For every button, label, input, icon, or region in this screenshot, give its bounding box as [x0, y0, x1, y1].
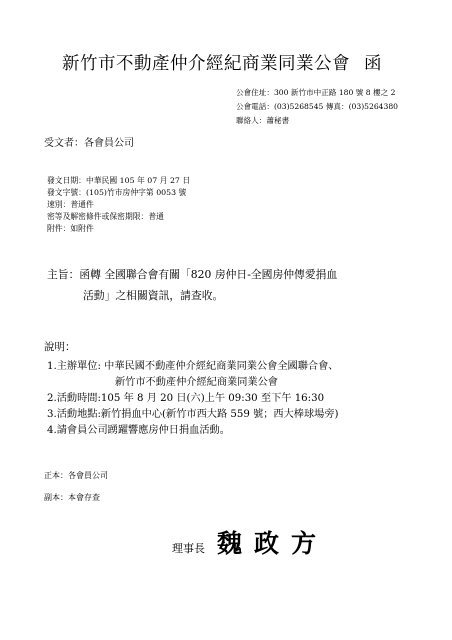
- org-phone-fax: 公會電話：(03)5268545 傳真：(03)5264380: [236, 102, 398, 111]
- issue-number: 發文字號：(105)竹市房仲字第 0053 號: [47, 188, 187, 197]
- notes-heading: 說明：: [44, 341, 76, 353]
- note-item: 4.請會員公司踴躍響應房仲日捐血活動。: [47, 425, 230, 436]
- issue-date: 發文日期：中華民國 105 年 07 月 27 日: [47, 176, 191, 185]
- original-recipients: 正本：各會員公司: [44, 471, 108, 480]
- subject: [47, 264, 337, 306]
- contact-person: 聯絡人：蕭秘書: [236, 116, 290, 125]
- signatory-title: 理事長: [172, 542, 205, 555]
- attachment: 附件：如附件: [47, 224, 94, 233]
- org-address: 公會住址：300 新竹市中正路 180 號 8 樓之 2: [236, 88, 396, 97]
- signature-block: [172, 524, 328, 560]
- speed-class: 速別：普通件: [47, 200, 94, 209]
- note-item: 1.主辦單位: 中華民國不動產仲介經紀商業同業公會全國聯合會、: [47, 361, 339, 372]
- recipient: 受文者：各會員公司: [44, 138, 134, 149]
- subject-line-2: 活動」之相關資訊，請查收。: [83, 289, 224, 302]
- note-item: 新竹市不動產仲介經紀商業同業公會: [115, 377, 278, 388]
- org-name: 新竹市不動產仲介經紀商業同業公會: [62, 54, 350, 74]
- document-title: [62, 50, 382, 75]
- signatory-name: 魏政方: [217, 529, 329, 558]
- doc-type: 函: [364, 54, 382, 74]
- note-item: 2.活動時間:105 年 8 月 20 日(六)上午 09:30 至下午 16:30: [47, 393, 325, 404]
- copy-recipients: 副本：本會存查: [44, 493, 100, 502]
- subject-line-1: 主旨：函轉 全國聯合會有關「820 房仲日-全國房仲傳愛捐血: [47, 268, 338, 281]
- note-item: 3.活動地點:新竹捐血中心(新竹市西大路 559 號；西大棒球場旁): [47, 409, 339, 420]
- security-class: 密等及解密條件或保密期限：普通: [47, 212, 164, 221]
